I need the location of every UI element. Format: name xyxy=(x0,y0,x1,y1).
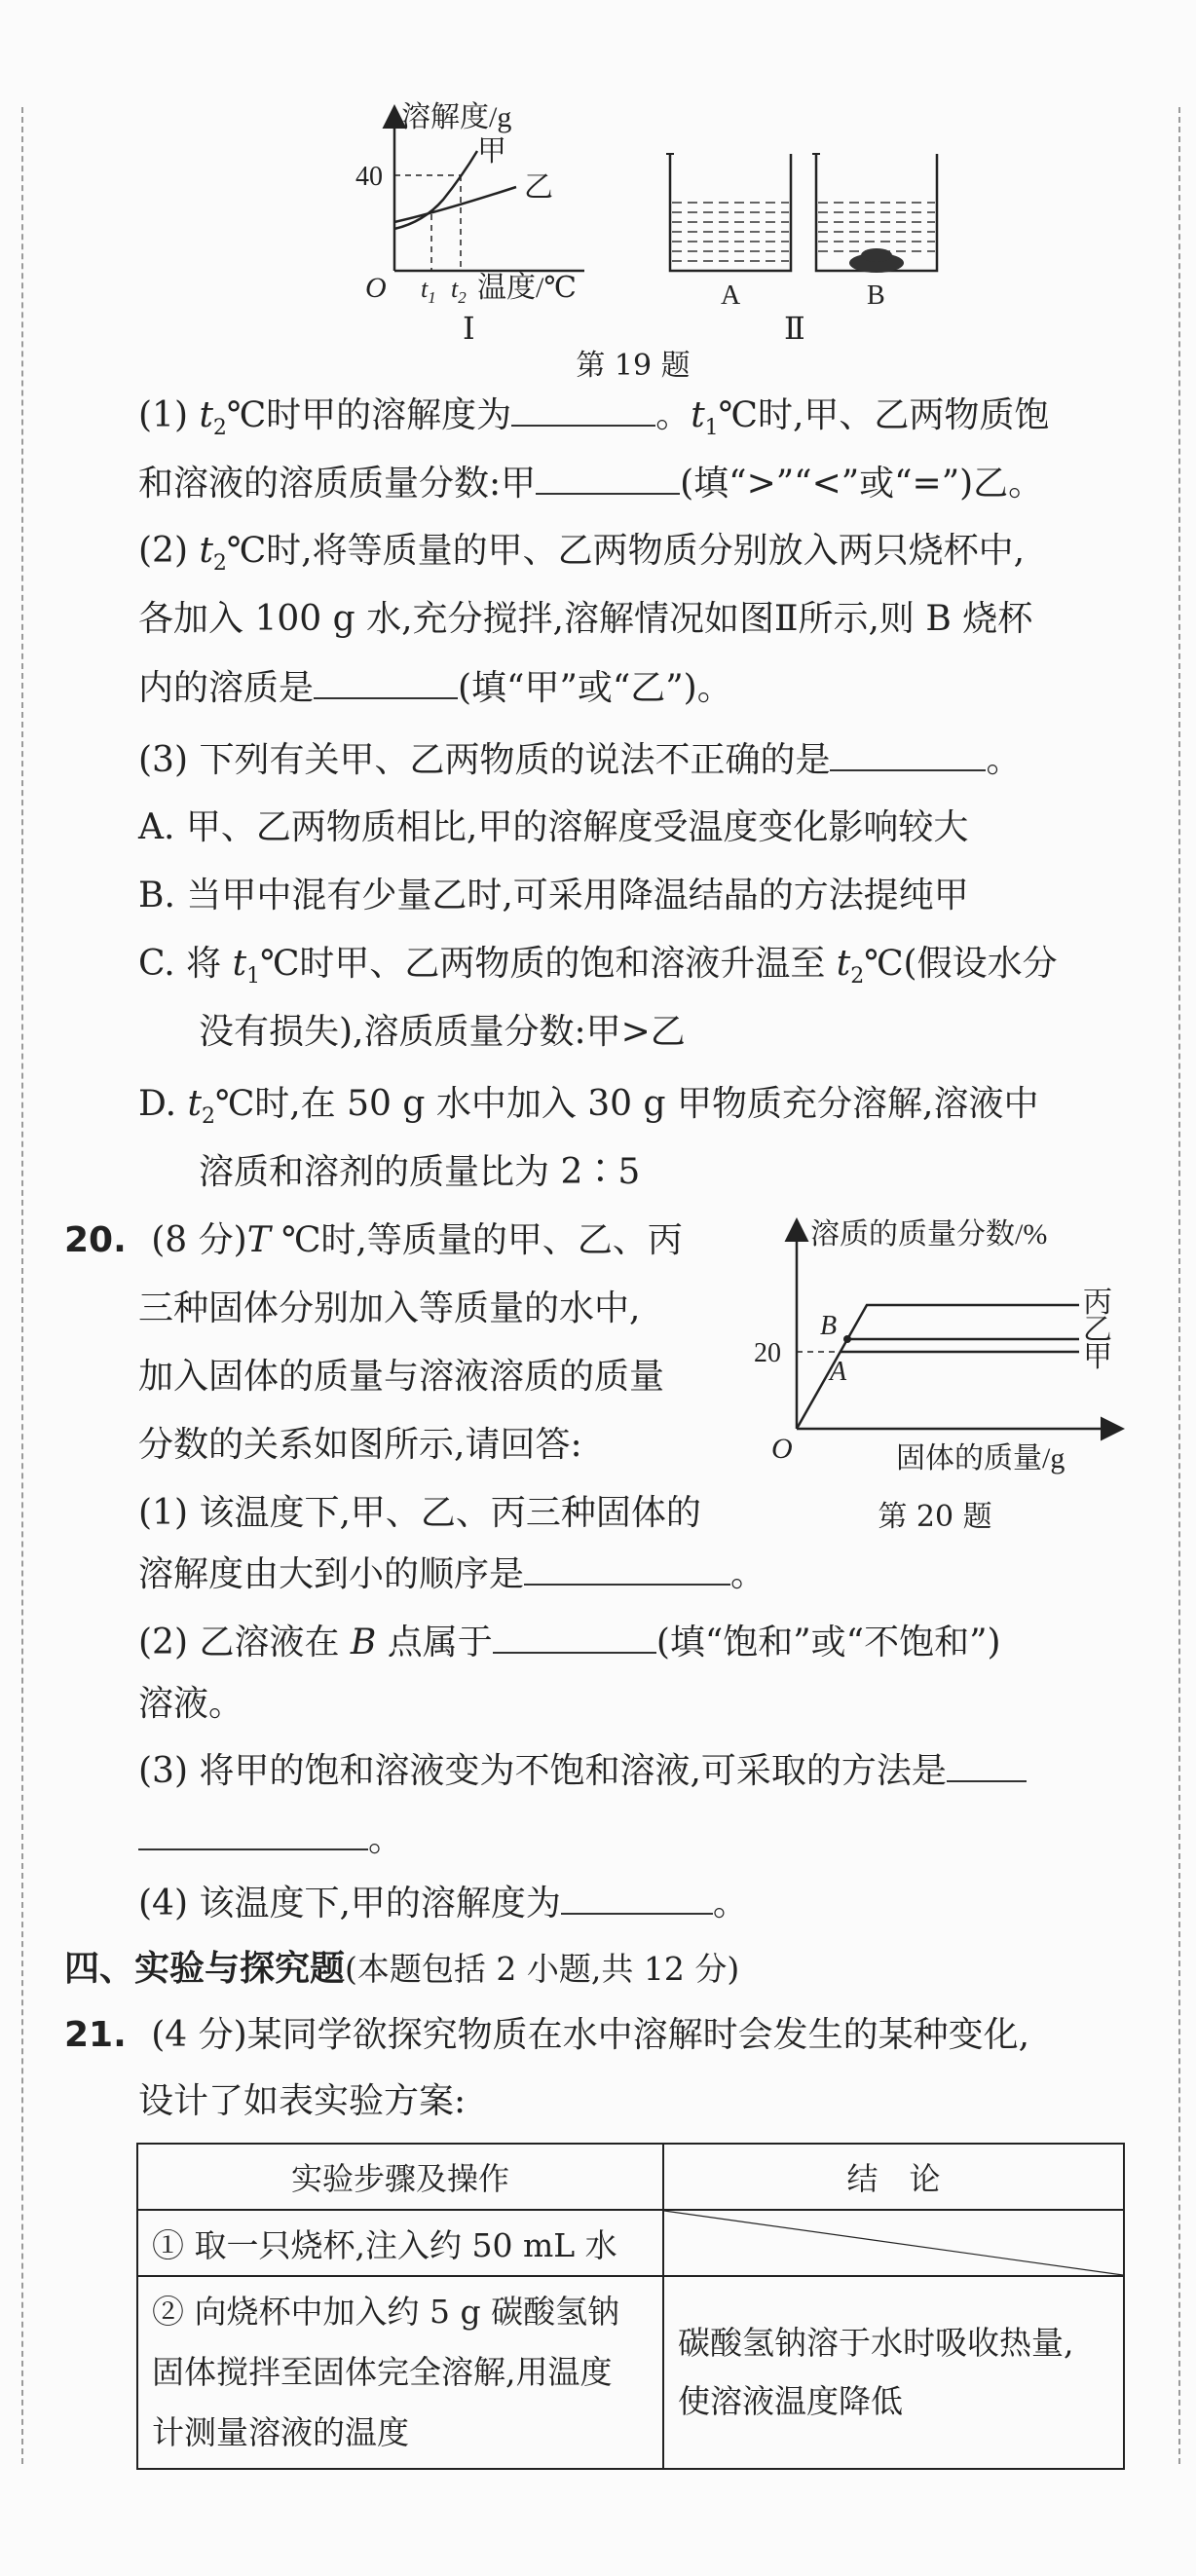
q20-line5: (1) 该温度下,甲、乙、丙三种固体的 xyxy=(138,1493,701,1533)
q20-line11: (4) 该温度下,甲的溶解度为 。 xyxy=(138,1884,748,1923)
t2-label: t xyxy=(451,275,459,303)
q20-line4: 分数的关系如图所示,请回答: xyxy=(138,1425,582,1465)
figure-roman-2: Ⅱ xyxy=(784,311,805,346)
answer-blank[interactable] xyxy=(493,1621,656,1654)
q19-option-c-line1: C. 将 $t_1℃$时甲、乙两物质的饱和溶液升温至 $t_2℃$(假设水分 xyxy=(138,944,1058,989)
q20-line3: 加入固体的质量与溶液溶质的质量 xyxy=(138,1357,665,1397)
y-axis-label: 溶质的质量分数/% xyxy=(810,1218,1048,1251)
beaker-b-label: B xyxy=(867,280,885,311)
q20-line10: 。 xyxy=(138,1817,403,1861)
label-point-a: A xyxy=(830,1357,847,1387)
q20-line8: 溶液。 xyxy=(138,1684,244,1724)
point-b xyxy=(843,1335,851,1343)
q19-caption: 第 19 题 xyxy=(576,349,691,383)
q19-option-c-line2: 没有损失),溶质质量分数:甲>乙 xyxy=(199,1012,686,1052)
right-dashed-border xyxy=(1178,107,1180,2464)
table-row-2-conclusion: 碳酸氢钠溶于水时吸收热量, 使溶液温度降低 xyxy=(663,2276,1124,2469)
svg-text:t2: $t_2$ xyxy=(451,275,467,307)
q19-part2-line2: 各加入 100 g 水,充分搅拌,溶解情况如图Ⅱ所示,则 B 烧杯 xyxy=(138,599,1033,639)
origin: O xyxy=(771,1433,793,1465)
table-row-1-step: ① 取一只烧杯,注入约 50 mL 水 xyxy=(137,2210,663,2276)
q19-figure-1 xyxy=(351,97,594,351)
q19-option-d-line2: 溶质和溶剂的质量比为 2∶5 xyxy=(199,1152,641,1192)
answer-blank[interactable] xyxy=(314,666,458,699)
q19-part1-line1: (1) $t_2℃$时甲的溶解度为 。$t_1℃$时,甲、乙两物质饱 xyxy=(138,395,1050,440)
label-bing: 丙 xyxy=(1083,1287,1112,1319)
label-jia: 甲 xyxy=(477,135,506,168)
answer-blank[interactable] xyxy=(536,462,680,495)
q20-line9: (3) 将甲的饱和溶液变为不饱和溶液,可采取的方法是 xyxy=(138,1749,1027,1793)
answer-blank[interactable] xyxy=(561,1882,713,1915)
t1-label: t xyxy=(421,275,429,303)
q19-part3: (3) 下列有关甲、乙两物质的说法不正确的是 。 xyxy=(138,740,1022,780)
answer-blank[interactable] xyxy=(830,738,986,771)
curve-yi xyxy=(394,187,516,222)
q20-line6: 溶解度由大到小的顺序是 。 xyxy=(138,1554,766,1594)
q20-line7: (2) 乙溶液在 B 点属于 (填“饱和”或“不饱和”) xyxy=(138,1623,1001,1662)
answer-blank[interactable] xyxy=(511,393,655,427)
origin: O xyxy=(365,272,387,304)
svg-text:t1: $t_1$ xyxy=(421,275,436,307)
section-4-heading: 四、实验与探究题(本题包括 2 小题,共 12 分) xyxy=(64,1949,740,1989)
beaker-b xyxy=(812,154,937,273)
label-point-b: B xyxy=(820,1311,838,1341)
q19-part2-line3: 内的溶质是 (填“甲”或“乙”)。 xyxy=(138,668,732,708)
label-jia: 甲 xyxy=(1083,1341,1112,1373)
q19-part2-line1: (2) $t_2℃$时,将等质量的甲、乙两物质分别放入两只烧杯中, xyxy=(138,531,1026,576)
q19-option-a: A. 甲、乙两物质相比,甲的溶解度受温度变化影响较大 xyxy=(138,807,969,847)
tick-40: 40 xyxy=(355,162,383,192)
answer-blank[interactable] xyxy=(947,1749,1027,1782)
q20-number: 20. xyxy=(64,1220,127,1260)
q20-caption: 第 20 题 xyxy=(878,1500,992,1534)
curve-jia xyxy=(394,151,477,229)
x-axis-label: 固体的质量/g xyxy=(896,1442,1065,1475)
q19-option-b: B. 当甲中混有少量乙时,可采用降温结晶的方法提纯甲 xyxy=(138,876,969,915)
beaker-a-label: A xyxy=(721,280,741,311)
tick-20: 20 xyxy=(754,1338,781,1368)
q20-figure xyxy=(750,1213,1140,1505)
figure-roman-1: Ⅰ xyxy=(463,311,475,346)
table-header-steps: 实验步骤及操作 xyxy=(137,2144,663,2210)
q21-line2: 设计了如表实验方案: xyxy=(138,2081,467,2121)
y-axis-label: 溶解度/g xyxy=(401,101,512,133)
diagonal-slash xyxy=(664,2211,1123,2275)
q21-line1: 21. (4 分)某同学欲探究物质在水中溶解时会发生的某种变化, xyxy=(64,2015,1030,2055)
beaker-a xyxy=(666,154,791,271)
table-row-1-conclusion xyxy=(663,2210,1124,2276)
answer-blank[interactable] xyxy=(524,1552,730,1586)
table-row-2-step: ② 向烧杯中加入约 5 g 碳酸氢钠 固体搅拌至固体完全溶解,用温度 计测量溶液的温度 xyxy=(137,2276,663,2469)
answer-blank[interactable] xyxy=(138,1817,368,1850)
table-header-conclusion: 结 论 xyxy=(663,2144,1124,2210)
x-axis-label: 温度/℃ xyxy=(477,272,577,304)
q20-line1: 20. (8 分)T ℃时,等质量的甲、乙、丙 xyxy=(64,1220,683,1260)
q19-part1-line2: 和溶液的溶质质量分数:甲 (填“>”“<”或“=”)乙。 xyxy=(138,464,1044,504)
left-dashed-border xyxy=(21,107,23,2464)
q19-figure-2 xyxy=(662,146,954,351)
q20-line2: 三种固体分别加入等质量的水中, xyxy=(138,1288,641,1328)
q21-number: 21. xyxy=(64,2015,127,2055)
label-yi: 乙 xyxy=(1083,1314,1112,1346)
label-yi: 乙 xyxy=(524,171,553,204)
q19-option-d-line1: D. $t_2℃$时,在 50 g 水中加入 30 g 甲物质充分溶解,溶液中 xyxy=(138,1084,1039,1129)
experiment-table xyxy=(136,2143,1125,2470)
